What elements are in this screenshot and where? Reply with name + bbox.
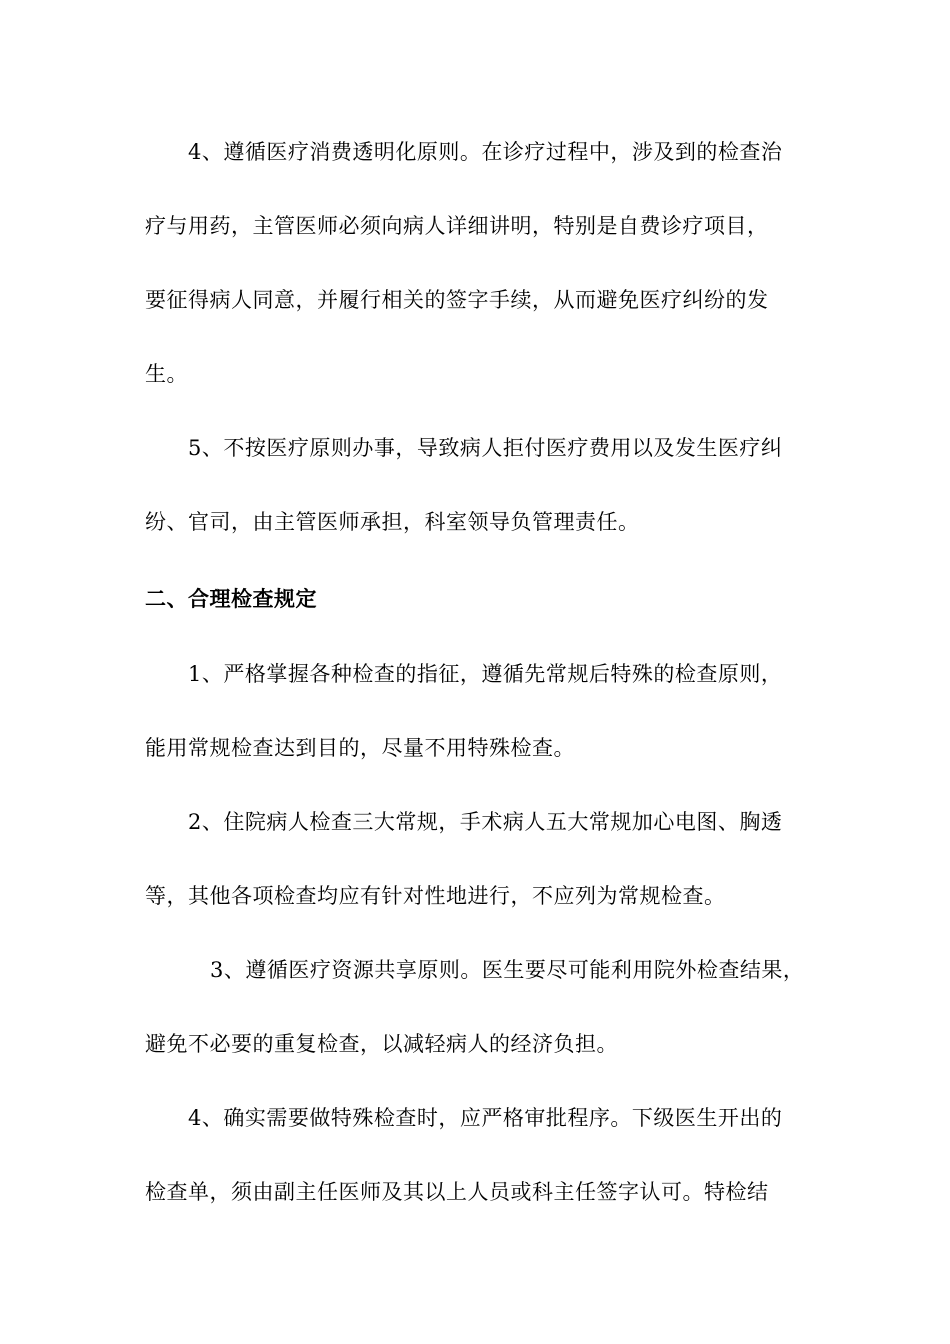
paragraph-line: 生。 bbox=[145, 362, 188, 386]
paragraph-line: 要征得病人同意，并履行相关的签字手续，从而避免医疗纠纷的发 bbox=[145, 288, 769, 312]
paragraph-line: 1、严格掌握各种检查的指征，遵循先常规后特殊的检查原则， bbox=[188, 662, 783, 686]
paragraph-line: 等，其他各项检查均应有针对性地进行，不应列为常规检查。 bbox=[145, 884, 726, 908]
paragraph-line: 纷、官司，由主管医师承担，科室领导负管理责任。 bbox=[145, 510, 640, 534]
paragraph-line: 能用常规检查达到目的，尽量不用特殊检查。 bbox=[145, 736, 575, 760]
paragraph-line: 4、确实需要做特殊检查时，应严格审批程序。下级医生开出的 bbox=[188, 1106, 783, 1130]
paragraph-line: 4、遵循医疗消费透明化原则。在诊疗过程中，涉及到的检查治 bbox=[188, 140, 783, 164]
section-heading: 二、合理检查规定 bbox=[145, 586, 317, 611]
paragraph-line: 疗与用药，主管医师必须向病人详细讲明，特别是自费诊疗项目， bbox=[145, 214, 769, 238]
paragraph-line: 5、不按医疗原则办事，导致病人拒付医疗费用以及发生医疗纠 bbox=[188, 436, 783, 460]
paragraph-line: 避免不必要的重复检查，以减轻病人的经济负担。 bbox=[145, 1032, 618, 1056]
paragraph-line: 2、住院病人检查三大常规，手术病人五大常规加心电图、胸透 bbox=[188, 810, 783, 834]
paragraph-line: 3、遵循医疗资源共享原则。医生要尽可能利用院外检查结果， bbox=[210, 958, 805, 982]
paragraph-line: 检查单，须由副主任医师及其以上人员或科主任签字认可。特检结 bbox=[145, 1180, 769, 1204]
